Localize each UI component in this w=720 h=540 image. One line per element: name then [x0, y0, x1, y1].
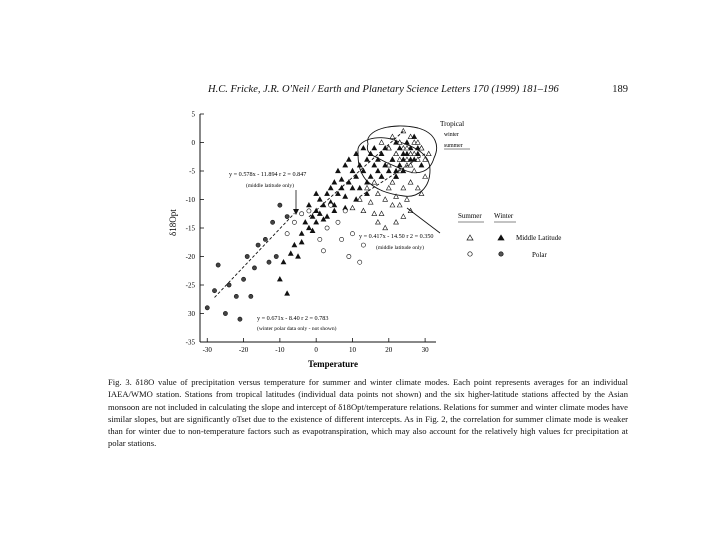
- legend-header-summer: Summer: [458, 212, 482, 220]
- regression-equation-3: y = 0.671x - 8.40 r 2 = 0.783: [257, 315, 329, 322]
- data-point: [379, 211, 384, 215]
- caption-label: Fig. 3.: [108, 377, 132, 387]
- data-point: [426, 151, 431, 155]
- legend-winter-middle-marker: [498, 235, 504, 240]
- regression-note-2: (middle latitude only): [376, 245, 424, 251]
- data-point: [397, 146, 402, 150]
- data-point: [412, 168, 417, 172]
- legend-winter-polar-marker: [499, 252, 503, 256]
- data-point: [390, 157, 395, 161]
- data-point: [423, 174, 428, 178]
- data-point: [365, 157, 370, 161]
- tropical-winter-label: winter: [444, 132, 459, 138]
- y-tick-label: -15: [185, 224, 195, 233]
- data-point: [415, 151, 420, 155]
- data-point: [358, 260, 362, 264]
- data-point: [376, 220, 381, 224]
- regression-equation-1: y = 0.578x - 11.894 r 2 = 0.847: [229, 171, 307, 178]
- data-point: [314, 191, 319, 195]
- data-point: [212, 289, 216, 293]
- legend-polar-label: Polar: [532, 251, 547, 259]
- regression-line: [215, 213, 295, 297]
- data-point: [340, 237, 344, 241]
- data-point: [379, 140, 384, 144]
- data-point: [325, 191, 330, 195]
- data-point: [252, 266, 256, 270]
- data-point: [278, 203, 282, 207]
- figure-caption: [108, 376, 628, 450]
- y-tick-label: -35: [185, 338, 195, 347]
- data-point: [350, 205, 355, 209]
- data-point: [216, 263, 220, 267]
- data-point: [307, 203, 312, 207]
- data-point: [383, 225, 388, 229]
- data-point: [401, 186, 406, 190]
- data-point: [285, 215, 289, 219]
- data-point: [383, 197, 388, 201]
- data-point: [300, 212, 304, 216]
- data-point: [329, 203, 333, 207]
- data-point: [368, 200, 373, 204]
- data-point: [234, 294, 238, 298]
- data-point: [332, 180, 337, 184]
- data-point: [357, 186, 362, 190]
- data-point: [401, 214, 406, 218]
- data-point: [354, 174, 359, 178]
- data-point: [415, 186, 420, 190]
- x-tick-label: 20: [385, 346, 393, 354]
- data-point: [307, 225, 312, 229]
- data-points: [205, 129, 431, 322]
- y-tick-label: -10: [185, 196, 195, 204]
- x-tick-label: 10: [348, 346, 356, 354]
- data-point: [336, 220, 340, 224]
- data-point: [274, 254, 278, 258]
- data-point: [390, 203, 395, 207]
- data-point: [405, 197, 410, 201]
- data-point: [397, 203, 402, 207]
- y-tick-label: 30: [188, 310, 195, 318]
- data-point: [357, 163, 362, 167]
- data-point: [346, 157, 351, 161]
- data-point: [299, 231, 304, 235]
- data-point: [419, 191, 424, 195]
- x-axis-label: Temperature: [308, 359, 358, 369]
- legend-header-winter: Winter: [494, 212, 514, 220]
- y-tick-label: -5: [189, 167, 195, 176]
- y-ticks: [186, 111, 204, 347]
- data-point: [241, 277, 245, 281]
- data-point: [354, 197, 359, 201]
- data-point: [339, 177, 344, 181]
- data-point: [314, 220, 319, 224]
- y-tick-label: 0: [191, 139, 195, 147]
- data-point: [325, 226, 329, 230]
- legend-summer-polar-marker: [468, 252, 472, 256]
- caption-text: δ18O value of precipitation versus temperature for summer and winter climate modes. Each point represents averages for an individual IAEA/WMO station. Stations from tropical latitudes (individual data points not shown) and the six higher-latitude stations affected by the Asian monsoon are not included in calculating the slope and intercept of δ18Opt/temperature relations. Relations for summer and winter climate modes have similar slopes, but are significantly oTset due to the existence of different intercepts. As in Fig. 2, the correlation for summer climate mode is weaker than for winter due to non-temperature factors such as evapotranspiration, which may also account for the relatively high values fcr precipitation at polar stations.: [108, 377, 628, 449]
- data-point: [376, 191, 381, 195]
- data-point: [328, 186, 333, 190]
- x-ticks: [203, 338, 430, 354]
- data-point: [238, 317, 242, 321]
- data-point: [372, 163, 377, 167]
- data-point: [394, 220, 399, 224]
- regression-note-1: (middle latitude only): [246, 183, 294, 189]
- data-point: [415, 140, 420, 144]
- data-point: [350, 168, 355, 172]
- data-point: [361, 208, 366, 212]
- y-tick-label: -20: [185, 253, 195, 261]
- data-point: [386, 168, 391, 172]
- legend-middle-latitude-label: Middle Latitude: [516, 234, 562, 242]
- y-axis-label: δ18Opt: [168, 209, 178, 236]
- data-point: [296, 254, 301, 258]
- data-point: [318, 237, 322, 241]
- data-point: [343, 209, 347, 213]
- data-point: [365, 186, 370, 190]
- data-point: [401, 151, 406, 155]
- data-point: [372, 146, 377, 150]
- data-point: [336, 168, 341, 172]
- data-point: [292, 220, 296, 224]
- tropical-label: Tropical: [440, 120, 465, 128]
- data-point: [412, 134, 417, 138]
- data-point: [285, 291, 290, 295]
- journal-citation: H.C. Fricke, J.R. O'Neil / Earth and Planetary Science Letters 170 (1999) 181–196: [208, 84, 559, 95]
- data-point: [343, 194, 348, 198]
- data-point: [285, 232, 289, 236]
- data-point: [390, 180, 395, 184]
- data-point: [379, 174, 384, 178]
- data-point: [245, 254, 249, 258]
- x-tick-label: -10: [275, 346, 285, 354]
- data-point: [249, 294, 253, 298]
- data-point: [271, 220, 275, 224]
- data-point: [361, 146, 366, 150]
- data-point: [405, 140, 410, 144]
- data-point: [267, 260, 271, 264]
- x-tick-label: -30: [202, 346, 212, 354]
- page-number: 189: [612, 84, 628, 95]
- data-point: [361, 243, 365, 247]
- data-point: [394, 174, 399, 178]
- data-point: [299, 240, 304, 244]
- data-point: [347, 254, 351, 258]
- data-point: [288, 251, 293, 255]
- data-point: [372, 180, 377, 184]
- data-point: [303, 220, 308, 224]
- data-point: [227, 283, 231, 287]
- data-point: [386, 186, 391, 190]
- y-tick-label: -25: [185, 281, 195, 290]
- data-point: [383, 163, 388, 167]
- x-tick-label: -20: [238, 346, 249, 354]
- data-point: [397, 163, 402, 167]
- data-point: [321, 249, 325, 253]
- data-point: [307, 209, 311, 213]
- data-point: [390, 134, 395, 138]
- data-point: [408, 180, 413, 184]
- data-point: [350, 186, 355, 190]
- data-point: [405, 146, 410, 150]
- data-point: [325, 214, 330, 218]
- regression-2-leader: [407, 208, 440, 233]
- data-point: [419, 146, 424, 150]
- data-point: [292, 243, 297, 247]
- data-point: [223, 311, 227, 315]
- data-point: [368, 174, 373, 178]
- data-point: [394, 151, 399, 155]
- data-point: [372, 211, 377, 215]
- y-tick-label: 5: [191, 110, 195, 119]
- data-point: [408, 157, 413, 161]
- tropical-summer-label: summer: [444, 143, 463, 149]
- data-point: [263, 237, 267, 241]
- regression-equation-2: y = 0.417x - 14.50 r 2 = 0.350: [359, 233, 434, 240]
- legend: [458, 212, 561, 259]
- legend-summer-middle-marker: [467, 235, 473, 240]
- data-point: [343, 163, 348, 167]
- x-tick-label: 30: [421, 346, 429, 354]
- data-point: [332, 208, 337, 212]
- x-tick-label: 0: [314, 346, 318, 354]
- data-point: [376, 168, 381, 172]
- data-point: [256, 243, 260, 247]
- data-point: [350, 232, 354, 236]
- data-point: [277, 277, 282, 281]
- data-point: [281, 260, 286, 264]
- regression-note-3: (winter polar data only - not shown): [257, 326, 337, 332]
- data-point: [317, 197, 322, 201]
- data-point: [419, 163, 424, 167]
- data-point: [205, 306, 209, 310]
